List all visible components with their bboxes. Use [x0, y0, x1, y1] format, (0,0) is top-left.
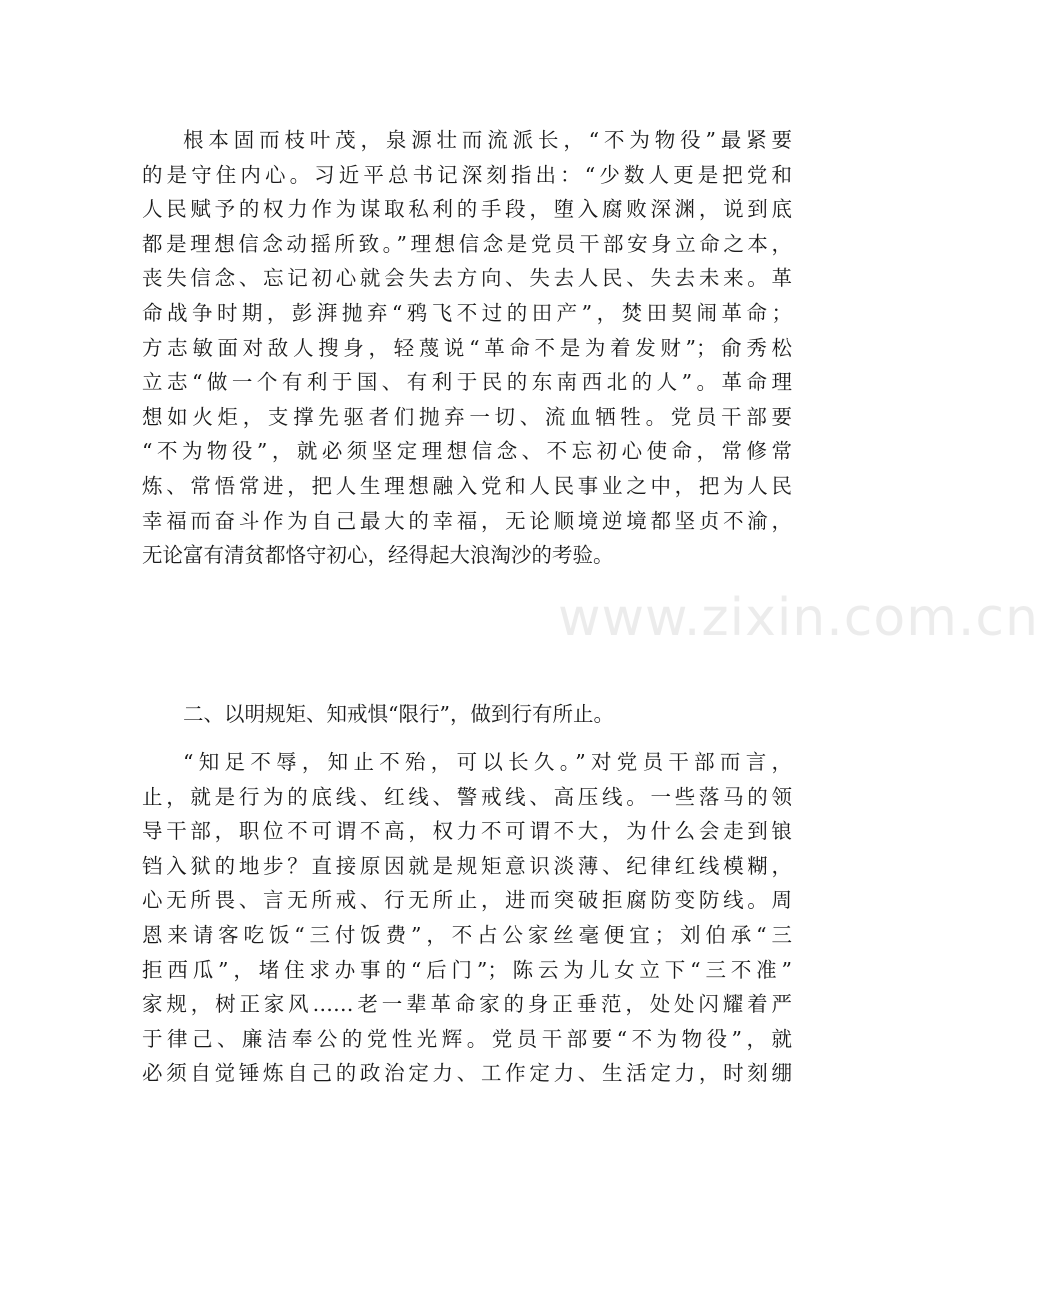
text-line: 幸福而奋斗作为自己最大的幸福，无论顺境逆境都坚贞不渝， — [142, 508, 792, 533]
text-line: 都是理想信念动摇所致。”理想信念是党员干部安身立命之本， — [142, 231, 792, 256]
paragraph-rules — [142, 745, 792, 1091]
text-line: 的是守住内心。习近平总书记深刻指出：“少数人更是把党和 — [142, 162, 792, 187]
text-line: 家规，树正家风……老一辈革命家的身正垂范，处处闪耀着严 — [142, 992, 792, 1017]
text-line: 丧失信念、忘记初心就会失去方向、失去人民、失去未来。革 — [142, 266, 792, 291]
text-line: 止，就是行为的底线、红线、警戒线、高压线。一些落马的领 — [142, 784, 792, 809]
watermark: www.zixin.com.cn — [558, 588, 1039, 648]
text-line: 于律己、廉洁奉公的党性光辉。党员干部要“不为物役”，就 — [142, 1026, 792, 1051]
text-line: 命战争时期，彭湃抛弃“鸦飞不过的田产”，焚田契闹革命； — [142, 300, 792, 325]
text-line: 人民赋予的权力作为谋取私利的手段，堕入腐败深渊，说到底 — [142, 197, 792, 222]
section-heading — [142, 697, 792, 732]
text-line: 方志敏面对敌人搜身，轻蔑说“革命不是为着发财”；俞秀松 — [142, 335, 792, 360]
text-line: 心无所畏、言无所戒、行无所止，进而突破拒腐防变防线。周 — [142, 888, 792, 913]
text-line: 拒西瓜”，堵住求办事的“后门”；陈云为儿女立下“三不准” — [142, 957, 792, 982]
text-line: “知足不辱，知止不殆，可以长久。”对党员干部而言， — [183, 750, 792, 774]
text-line: 导干部，职位不可谓不高，权力不可谓不大，为什么会走到锒 — [142, 819, 792, 844]
text-line: 根本固而枝叶茂，泉源壮而流派长，“不为物役”最紧要 — [183, 128, 792, 152]
text-line: 想如火炬，支撑先驱者们抛弃一切、流血牺牲。党员干部要 — [142, 404, 792, 429]
text-line: 必须自觉锤炼自己的政治定力、工作定力、生活定力，时刻绷 — [142, 1061, 792, 1086]
heading-text: 二、以明规矩、知戒惧“限行”，做到行有所止。 — [183, 702, 614, 726]
text-line: 炼、常悟常进，把人生理想融入党和人民事业之中，把为人民 — [142, 473, 792, 498]
text-line: 铛入狱的地步？直接原因就是规矩意识淡薄、纪律红线模糊， — [142, 853, 792, 878]
text-line: “不为物役”，就必须坚定理想信念、不忘初心使命，常修常 — [142, 439, 792, 464]
text-line: 恩来请客吃饭“三付饭费”，不占公家丝毫便宜；刘伯承“三 — [142, 922, 792, 947]
text-line: 立志“做一个有利于国、有利于民的东南西北的人”。革命理 — [142, 370, 792, 395]
text-line: 无论富有清贫都恪守初心，经得起大浪淘沙的考验。 — [142, 543, 614, 568]
paragraph-ideals — [142, 123, 792, 573]
